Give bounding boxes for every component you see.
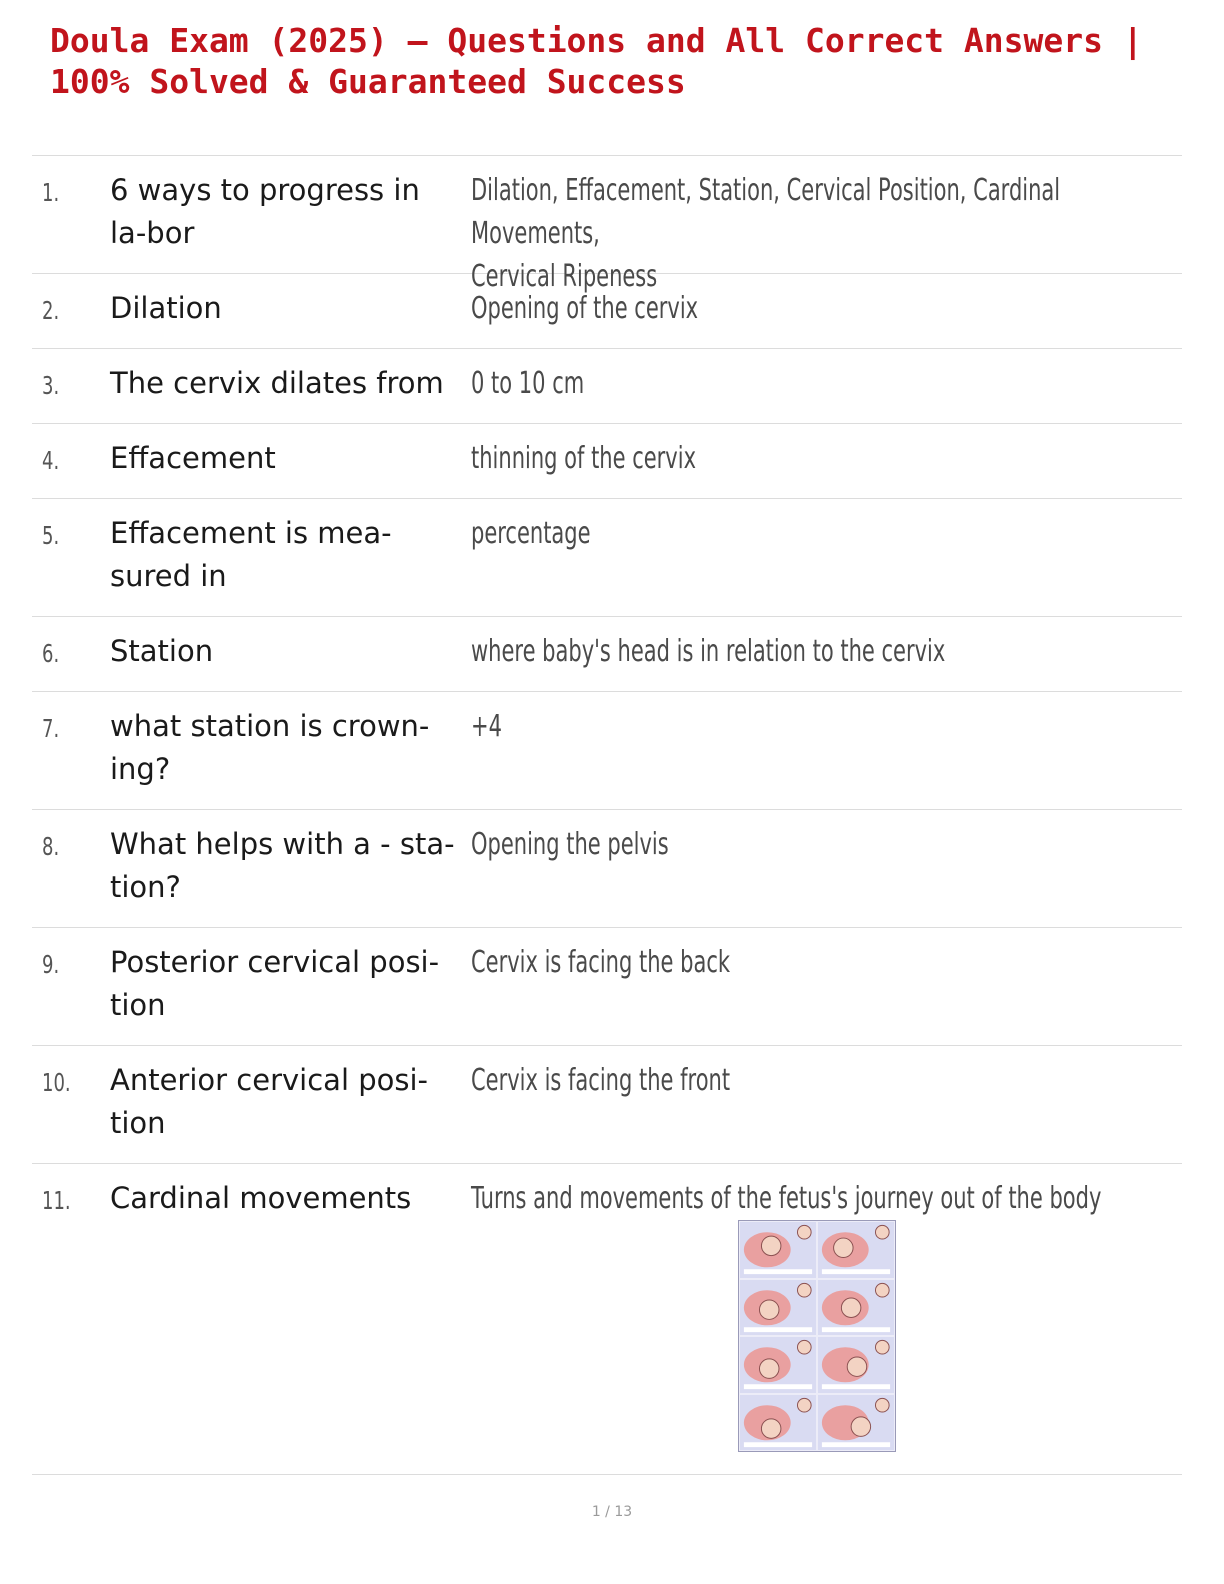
table-row bbox=[32, 274, 1182, 349]
answer-text: where baby's head is in relation to the cervix bbox=[471, 634, 946, 669]
page-number: 1 / 13 bbox=[591, 1504, 633, 1520]
table-row bbox=[32, 810, 1182, 928]
item-number: 7. bbox=[42, 714, 60, 743]
answer-text: Opening the pelvis bbox=[471, 827, 669, 862]
illustration-panel bbox=[740, 1395, 816, 1451]
answer-text: thinning of the cervix bbox=[471, 441, 696, 476]
question-text: 6 ways to progress in la-bor bbox=[110, 173, 420, 250]
table-row bbox=[32, 349, 1182, 424]
document-title: Doula Exam (2025) – Questions and All Correct Answers | 100% Solved & Guaranteed Success bbox=[50, 21, 1143, 101]
table-row bbox=[32, 424, 1182, 499]
answer-text: Turns and movements of the fetus's journey out of the body bbox=[471, 1181, 1102, 1216]
table-row bbox=[32, 499, 1182, 617]
illustration-panel bbox=[740, 1280, 816, 1336]
answer-text: percentage bbox=[471, 516, 591, 551]
question-text: Cardinal movements bbox=[110, 1181, 412, 1215]
qa-table bbox=[32, 155, 1182, 1475]
item-number: 5. bbox=[42, 521, 60, 550]
item-number: 1. bbox=[42, 178, 60, 207]
question-text: Effacement bbox=[110, 441, 276, 475]
illustration-panel bbox=[740, 1222, 816, 1278]
question-text: Posterior cervical posi-tion bbox=[110, 945, 440, 1022]
question-text: Dilation bbox=[110, 291, 222, 325]
answer-text: Cervix is facing the back bbox=[471, 945, 731, 980]
question-text: The cervix dilates from bbox=[110, 366, 444, 400]
table-row bbox=[32, 617, 1182, 692]
answer-text: 0 to 10 cm bbox=[471, 366, 585, 401]
question-text: what station is crown-ing? bbox=[110, 709, 430, 786]
question-text: Effacement is mea-sured in bbox=[110, 516, 392, 593]
item-number: 6. bbox=[42, 639, 60, 668]
answer-text: Dilation, Effacement, Station, Cervical Position, Cardinal Movements, Cervical Ripeness bbox=[471, 173, 1061, 294]
answer-text: Cervix is facing the front bbox=[471, 1063, 731, 1098]
item-number: 9. bbox=[42, 950, 60, 979]
table-row bbox=[32, 156, 1182, 294]
table-row bbox=[32, 1164, 1182, 1475]
table-row bbox=[32, 1046, 1182, 1164]
item-number: 3. bbox=[42, 371, 60, 400]
item-number: 10. bbox=[42, 1068, 71, 1097]
table-row bbox=[32, 692, 1182, 810]
question-text: Station bbox=[110, 634, 214, 668]
table-row bbox=[32, 928, 1182, 1046]
answer-text: +4 bbox=[471, 709, 502, 744]
illustration-panel bbox=[740, 1337, 816, 1393]
question-text: What helps with a - sta-tion? bbox=[110, 827, 455, 904]
item-number: 11. bbox=[42, 1186, 71, 1215]
illustration-panel bbox=[818, 1280, 894, 1336]
illustration-panel bbox=[818, 1337, 894, 1393]
illustration-panel bbox=[818, 1222, 894, 1278]
item-number: 2. bbox=[42, 296, 60, 325]
question-text: Anterior cervical posi-tion bbox=[110, 1063, 428, 1140]
item-number: 4. bbox=[42, 446, 60, 475]
cardinal-movements-illustration bbox=[738, 1220, 896, 1452]
item-number: 8. bbox=[42, 832, 60, 861]
answer-text: Opening of the cervix bbox=[471, 291, 699, 326]
illustration-panel bbox=[818, 1395, 894, 1451]
